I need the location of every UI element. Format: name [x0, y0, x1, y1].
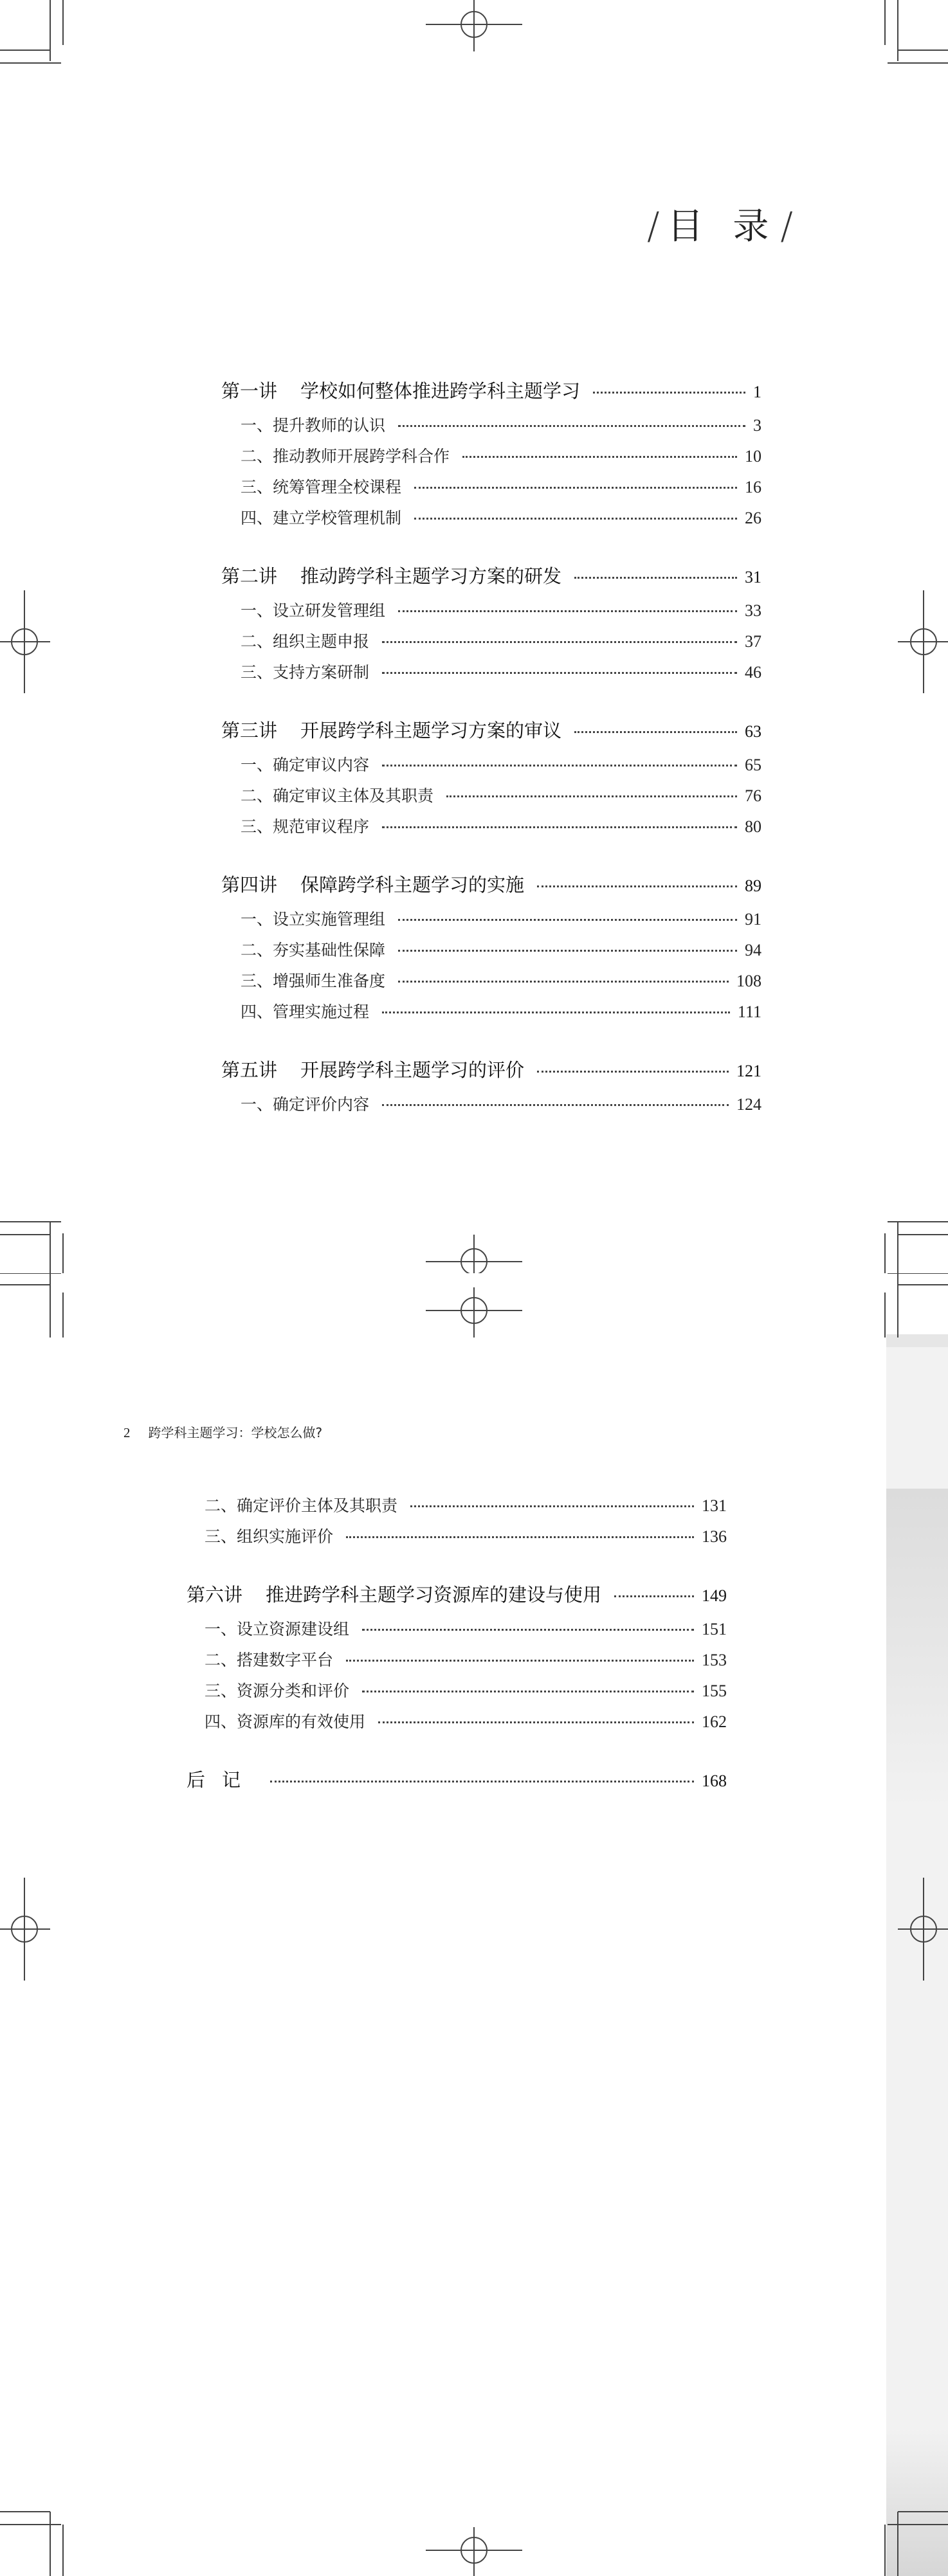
dot-leader [346, 1660, 694, 1662]
section-title: 一、设立实施管理组 [241, 910, 386, 929]
header-book-title: 跨学科主题学习：学校怎么做? [148, 1425, 323, 1440]
title-slash-left: / [647, 204, 661, 248]
toc-title [647, 198, 794, 249]
lecture-title: 开展跨学科主题学习方案的审议 [300, 720, 562, 741]
dot-leader [398, 425, 745, 427]
toc-section[interactable] [241, 475, 761, 498]
page-number: 124 [736, 1095, 761, 1114]
dot-leader [410, 1505, 694, 1507]
section-title: 三、支持方案研制 [241, 663, 370, 682]
page-number: 94 [745, 941, 761, 959]
page-number: 91 [745, 910, 761, 929]
page-number: 151 [702, 1620, 727, 1638]
toc-lecture-5[interactable] [221, 1056, 761, 1082]
toc-section[interactable] [241, 968, 761, 992]
lecture-number: 第二讲 [221, 565, 278, 587]
page-number: 31 [745, 568, 761, 586]
page-number: 63 [745, 722, 761, 741]
toc-section[interactable] [241, 907, 761, 930]
toc-page-1 [0, 0, 948, 1273]
page-number: 46 [745, 663, 761, 682]
dot-leader [398, 950, 737, 952]
page-number: 155 [702, 1682, 727, 1700]
toc-lecture-1[interactable] [221, 377, 761, 403]
section-title: 三、规范审议程序 [241, 817, 370, 836]
toc-section[interactable] [241, 752, 761, 776]
page-number: 1 [753, 383, 761, 401]
section-title: 二、确定审议主体及其职责 [241, 786, 434, 805]
section-title: 四、资源库的有效使用 [205, 1712, 366, 1731]
toc-lecture-3[interactable] [221, 716, 761, 743]
page-number: 80 [745, 817, 761, 836]
toc-section[interactable] [241, 660, 761, 683]
section-title: 三、统筹管理全校课程 [241, 478, 402, 496]
page-number: 111 [737, 1002, 761, 1021]
page-number: 149 [702, 1586, 727, 1605]
toc-section[interactable] [241, 999, 761, 1022]
dot-leader [382, 765, 737, 766]
section-title: 三、组织实施评价 [205, 1527, 334, 1546]
afterword-title: 后记 [187, 1769, 258, 1791]
toc-section[interactable] [205, 1647, 727, 1671]
toc-section[interactable] [241, 1092, 761, 1115]
page-number: 33 [745, 601, 761, 620]
dot-leader [382, 826, 737, 828]
toc-section[interactable] [241, 629, 761, 652]
lecture-title: 保障跨学科主题学习的实施 [300, 874, 525, 896]
lecture-number: 第一讲 [221, 380, 278, 402]
lecture-number: 第六讲 [187, 1584, 243, 1606]
page-number: 37 [745, 632, 761, 651]
page-number: 10 [745, 447, 761, 466]
dot-leader [362, 1629, 694, 1631]
section-title: 三、资源分类和评价 [205, 1682, 350, 1700]
page-number: 16 [745, 478, 761, 496]
dot-leader [462, 456, 737, 458]
section-title: 一、确定审议内容 [241, 756, 370, 774]
page-number: 136 [702, 1527, 727, 1546]
page-number: 65 [745, 756, 761, 774]
section-title: 二、确定评价主体及其职责 [205, 1496, 398, 1515]
dot-leader [382, 1104, 729, 1106]
toc-section[interactable] [205, 1709, 727, 1732]
dot-leader [574, 577, 737, 579]
dot-leader [537, 1071, 729, 1073]
header-page-number: 2 [123, 1425, 131, 1440]
section-title: 一、设立资源建设组 [205, 1620, 350, 1638]
lecture-title: 推进跨学科主题学习资源库的建设与使用 [266, 1584, 602, 1606]
page-number: 162 [702, 1712, 727, 1731]
toc-section[interactable] [241, 505, 761, 529]
dot-leader [398, 610, 737, 612]
dot-leader [593, 392, 745, 394]
section-title: 一、确定评价内容 [241, 1095, 370, 1114]
dot-leader [362, 1691, 694, 1692]
dot-leader [414, 487, 737, 489]
dot-leader [398, 919, 737, 921]
dot-leader [414, 518, 737, 520]
title-text: 目 录 [667, 206, 778, 248]
toc-section[interactable] [241, 413, 761, 436]
toc-lecture-2[interactable] [221, 562, 761, 588]
dot-leader [382, 1011, 730, 1013]
dot-leader [537, 885, 737, 887]
dot-leader [378, 1721, 694, 1723]
section-title: 二、夯实基础性保障 [241, 941, 386, 959]
section-title: 二、组织主题申报 [241, 632, 370, 651]
section-title: 四、建立学校管理机制 [241, 509, 402, 527]
lecture-number: 第三讲 [221, 720, 278, 741]
page-number: 26 [745, 509, 761, 527]
toc-lecture-4[interactable] [221, 871, 761, 897]
page-number: 168 [702, 1772, 727, 1790]
page-number: 131 [702, 1496, 727, 1515]
dot-leader [398, 981, 729, 983]
section-title: 二、搭建数字平台 [205, 1651, 334, 1669]
lecture-number: 第五讲 [221, 1059, 278, 1081]
section-title: 四、管理实施过程 [241, 1002, 370, 1021]
section-title: 二、推动教师开展跨学科合作 [241, 447, 450, 466]
toc-section[interactable] [241, 938, 761, 961]
page-number: 121 [736, 1062, 761, 1080]
section-title: 一、设立研发管理组 [241, 601, 386, 620]
page-number: 3 [753, 416, 761, 435]
dot-leader [382, 672, 737, 674]
toc-section[interactable] [205, 1617, 727, 1640]
dot-leader [614, 1595, 694, 1597]
toc-section[interactable] [205, 1678, 727, 1701]
toc-section[interactable] [205, 1493, 727, 1516]
lecture-number: 第四讲 [221, 874, 278, 896]
lecture-title: 学校如何整体推进跨学科主题学习 [300, 380, 581, 402]
toc-afterword[interactable] [187, 1766, 727, 1792]
page-edge-shading [886, 1334, 948, 2576]
section-title: 一、提升教师的认识 [241, 416, 386, 435]
crop-marks [0, 1273, 948, 2576]
toc-section[interactable] [241, 783, 761, 806]
page-number: 89 [745, 876, 761, 895]
dot-leader [270, 1781, 694, 1782]
page-number: 108 [736, 972, 761, 990]
dot-leader [446, 795, 737, 797]
lecture-title: 推动跨学科主题学习方案的研发 [300, 565, 562, 587]
toc-section[interactable] [241, 444, 761, 467]
toc-section[interactable] [241, 814, 761, 837]
toc-section[interactable] [241, 598, 761, 621]
page-number: 153 [702, 1651, 727, 1669]
section-title: 三、增强师生准备度 [241, 972, 386, 990]
toc-page-2 [0, 1273, 948, 2576]
dot-leader [574, 731, 737, 733]
running-header [123, 1422, 322, 1441]
toc-section[interactable] [205, 1524, 727, 1547]
lecture-title: 开展跨学科主题学习的评价 [300, 1059, 525, 1081]
dot-leader [382, 641, 737, 643]
dot-leader [346, 1536, 694, 1538]
title-slash-right: / [780, 204, 794, 248]
page-number: 76 [745, 786, 761, 805]
toc-lecture-6[interactable] [187, 1581, 727, 1607]
